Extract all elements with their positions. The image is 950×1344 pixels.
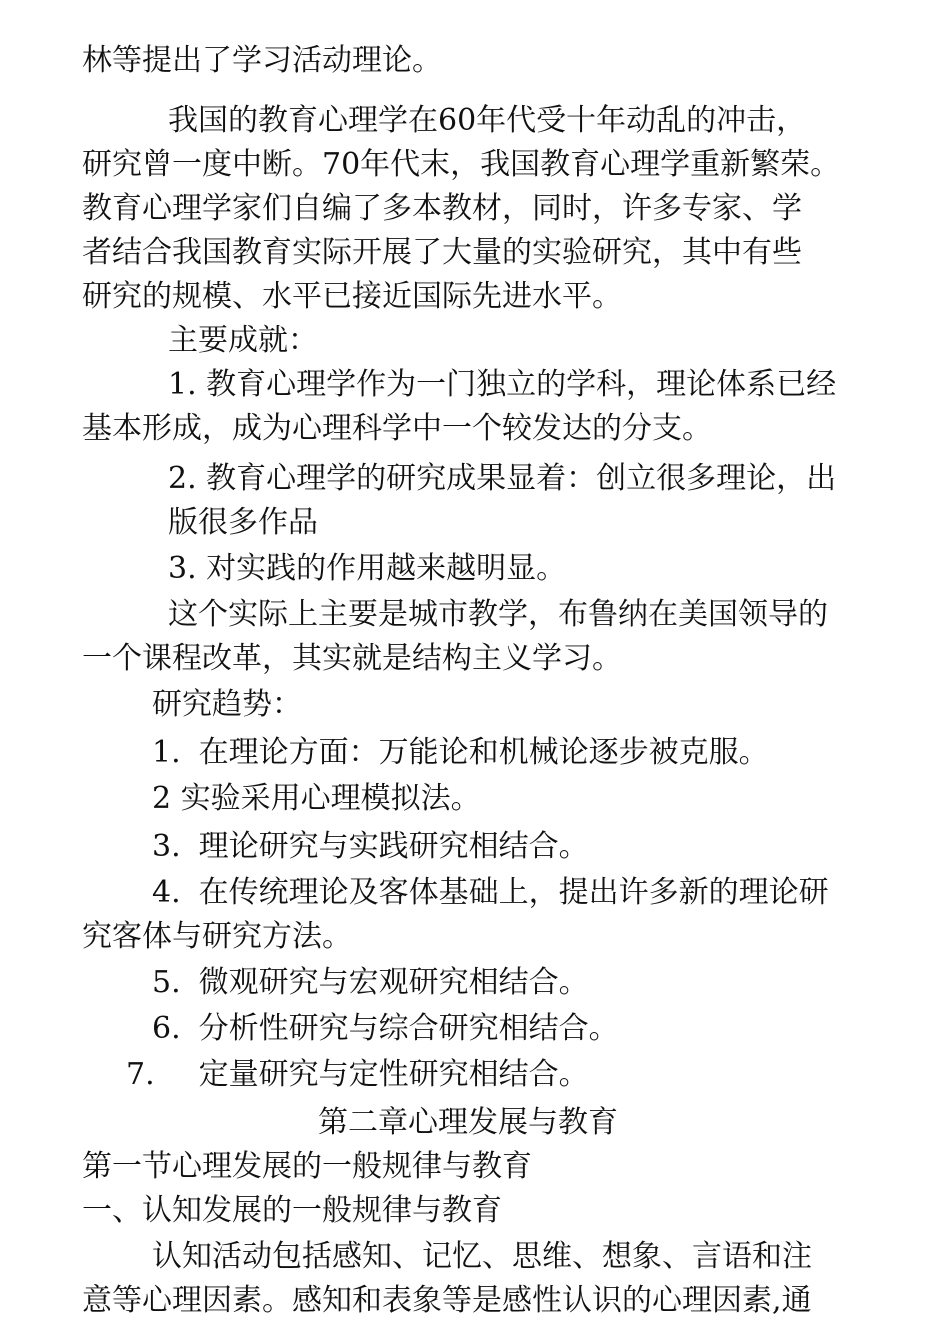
achievements-heading: 主要成就： bbox=[168, 323, 318, 358]
paragraph-line: 意等心理因素。感知和表象等是感性认识的心理因素,通 bbox=[82, 1283, 812, 1318]
trend-item-1 bbox=[152, 732, 769, 774]
list-text: 2 实验采用心理模拟法。 bbox=[152, 781, 481, 816]
list-text: 在理论方面：万能论和机械论逐步被克服。 bbox=[198, 735, 769, 770]
paragraph-line: 林等提出了学习活动理论。 bbox=[82, 43, 442, 78]
section-title: 第一节心理发展的一般规律与教育 bbox=[82, 1149, 532, 1184]
list-number: 1. bbox=[152, 735, 181, 770]
subsection-title: 一、认知发展的一般规律与教育 bbox=[82, 1193, 502, 1228]
trend-item-7 bbox=[126, 1054, 589, 1096]
paragraph-line: 研究的规模、水平已接近国际先进水平。 bbox=[82, 279, 622, 314]
paragraph-line: 研究曾一度中断。70年代末，我国教育心理学重新繁荣。 bbox=[82, 147, 841, 182]
list-number: 5. bbox=[152, 965, 181, 1000]
list-number: 7. bbox=[126, 1057, 155, 1092]
trend-item-6 bbox=[152, 1008, 619, 1050]
list-number: 4. bbox=[152, 875, 181, 910]
paragraph-line: 教育心理学家们自编了多本教材，同时，许多专家、学 bbox=[82, 191, 802, 226]
achievement-item-2-cont: 版很多作品 bbox=[168, 505, 318, 540]
achievement-item-1-cont: 基本形成，成为心理科学中一个较发达的分支。 bbox=[82, 411, 712, 446]
list-text: 理论研究与实践研究相结合。 bbox=[198, 829, 589, 864]
chapter-title: 第二章心理发展与教育 bbox=[318, 1105, 618, 1140]
trend-item-3 bbox=[152, 826, 589, 868]
trends-heading: 研究趋势： bbox=[152, 687, 302, 722]
list-number: 3. bbox=[152, 829, 181, 864]
list-text: 在传统理论及客体基础上，提出许多新的理论研 bbox=[198, 875, 829, 910]
list-text: 定量研究与定性研究相结合。 bbox=[198, 1057, 589, 1092]
trend-item-4 bbox=[152, 872, 829, 914]
list-text: 分析性研究与综合研究相结合。 bbox=[198, 1011, 619, 1046]
trend-item-5 bbox=[152, 962, 589, 1004]
paragraph-line: 者结合我国教育实际开展了大量的实验研究，其中有些 bbox=[82, 235, 802, 270]
achievement-item-3: 3. 对实践的作用越来越明显。 bbox=[168, 551, 567, 586]
list-number: 6. bbox=[152, 1011, 181, 1046]
paragraph-line: 这个实际上主要是城市教学，布鲁纳在美国领导的 bbox=[168, 597, 828, 632]
trend-item-4-cont: 究客体与研究方法。 bbox=[82, 919, 352, 954]
achievement-item-2: 2. 教育心理学的研究成果显着：创立很多理论，出 bbox=[168, 461, 837, 496]
list-text: 微观研究与宏观研究相结合。 bbox=[198, 965, 589, 1000]
paragraph-line: 我国的教育心理学在60年代受十年动乱的冲击， bbox=[168, 103, 807, 138]
paragraph-line: 认知活动包括感知、记忆、思维、想象、言语和注 bbox=[152, 1239, 812, 1274]
paragraph-line: 一个课程改革，其实就是结构主义学习。 bbox=[82, 641, 622, 676]
achievement-item-1: 1. 教育心理学作为一门独立的学科，理论体系已经 bbox=[168, 367, 837, 402]
trend-item-2 bbox=[152, 778, 481, 820]
